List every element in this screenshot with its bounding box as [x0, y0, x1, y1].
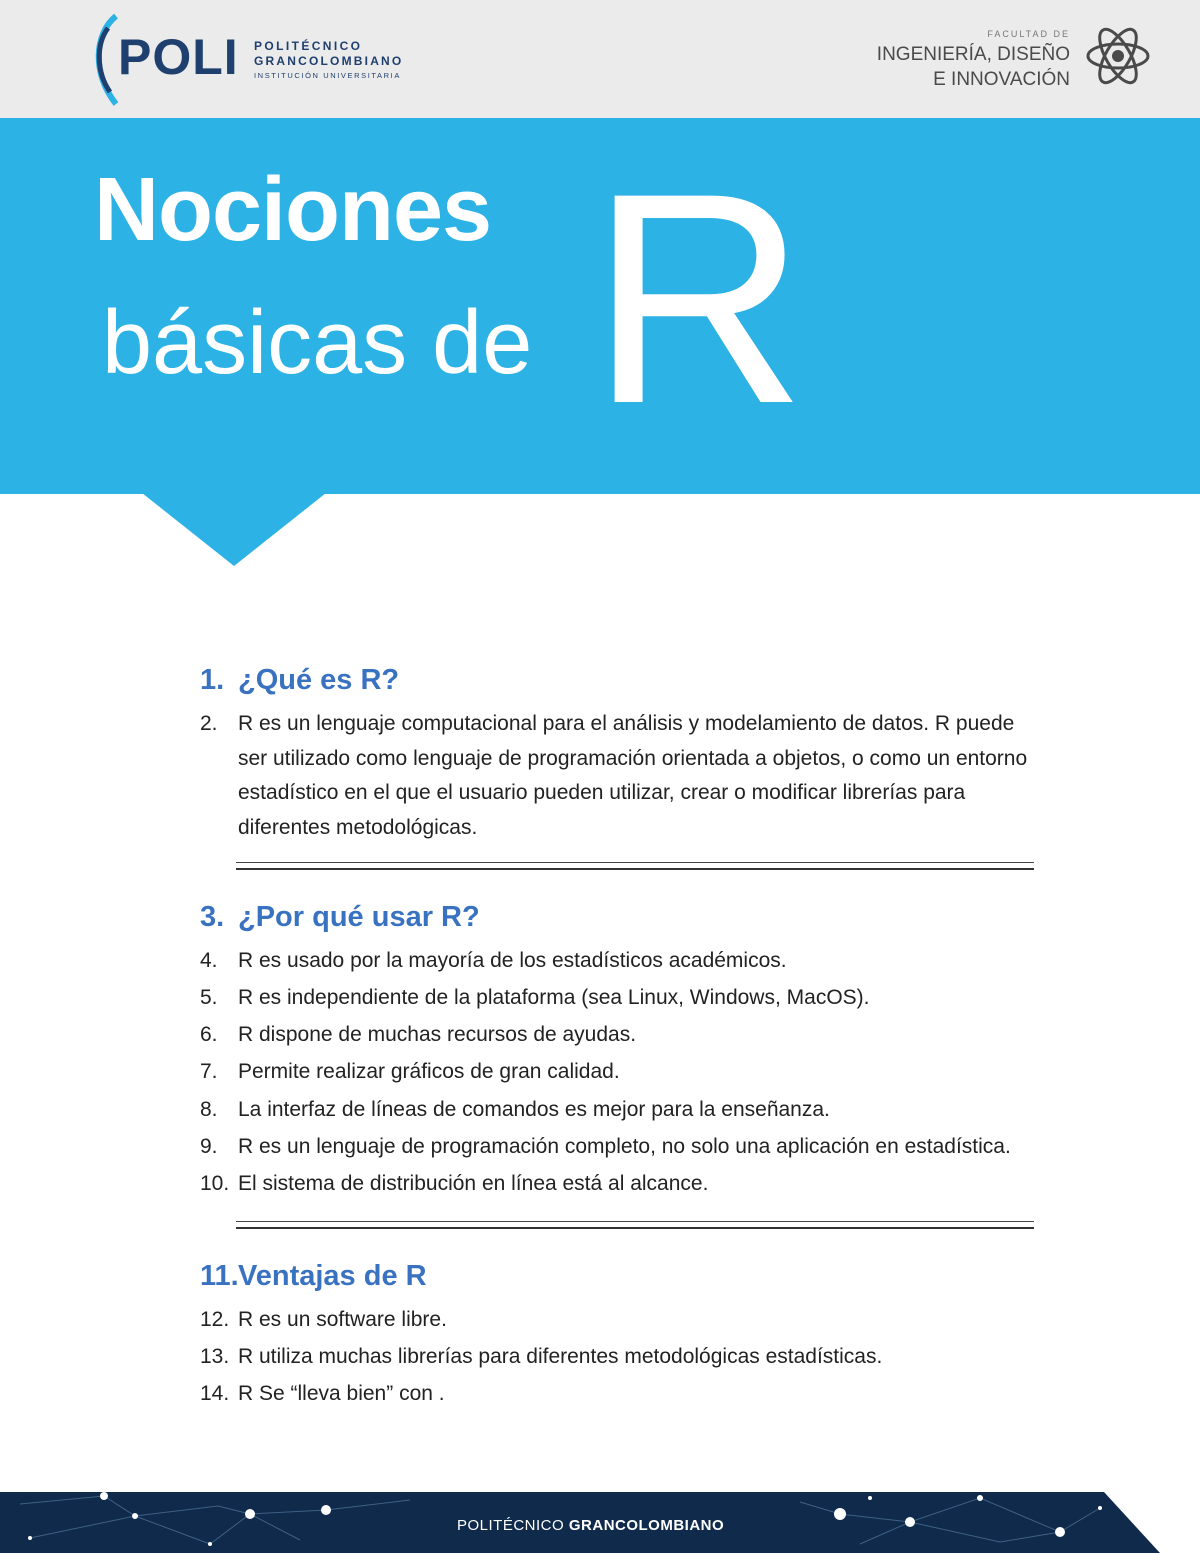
faculty-line-2: E INNOVACIÓN	[933, 69, 1070, 90]
footer-text-bold: GRANCOLOMBIANO	[568, 1517, 725, 1534]
logo-line-2: GRANCOLOMBIANO	[254, 54, 404, 68]
logo-line-3: INSTITUCIÓN UNIVERSITARIA	[254, 71, 401, 80]
item-number: 2.	[200, 712, 218, 735]
poli-logo-subtitle	[254, 40, 403, 80]
list-item	[200, 1167, 708, 1201]
item-text: R dispone de muchas recursos de ayudas.	[238, 1023, 637, 1046]
faculty-small-label: FACULTAD DE	[987, 29, 1070, 39]
item-number: 10.	[200, 1172, 230, 1195]
item-text: R es independiente de la plataforma (sea Linux, Windows, MacOS).	[238, 986, 870, 1009]
item-number: 4.	[200, 949, 218, 972]
paragraph-text: R es un lenguaje computacional para el análisis y modelamiento de datos. R puede ser utilizado como lenguaje de programación orientada a objetos, o como un entorno estadístico en el que el usuario pueden utilizar, crear o modificar librerías para diferentes metodológicas.	[238, 712, 1028, 839]
item-text: R utiliza muchas librerías para diferentes metodológicas estadísticas.	[238, 1345, 883, 1368]
title-line-2: básicas de	[102, 293, 533, 393]
divider-1	[236, 862, 1034, 870]
item-text: R es usado por la mayoría de los estadísticos académicos.	[238, 949, 787, 972]
header-bar	[0, 0, 1200, 118]
item-number: 14.	[200, 1382, 230, 1405]
item-text: R es un lenguaje de programación completo, no solo una aplicación en estadística.	[238, 1135, 1011, 1158]
atom-icon	[1084, 22, 1152, 90]
list-item	[200, 1055, 620, 1089]
footer-text-light: POLITÉCNICO	[457, 1517, 565, 1534]
faculty-label	[877, 30, 1070, 89]
item-number: 7.	[200, 1060, 218, 1083]
list-item	[200, 1093, 830, 1127]
divider-2	[236, 1221, 1034, 1229]
title-line-1: Nociones	[94, 160, 492, 260]
item-text: R Se “lleva bien” con .	[238, 1382, 445, 1405]
title-letter-r-text: R	[590, 130, 807, 466]
heading-text: ¿Por qué usar R?	[238, 901, 480, 933]
title-letter-r	[590, 130, 807, 466]
section-heading-advantages	[200, 1262, 427, 1291]
item-number: 13.	[200, 1345, 230, 1368]
faculty-line-1: INGENIERÍA, DISEÑO	[876, 44, 1070, 65]
list-item	[200, 1377, 445, 1411]
item-text: R es un software libre.	[238, 1308, 447, 1331]
heading-number: 3.	[200, 901, 225, 933]
item-number: 5.	[200, 986, 218, 1009]
item-text: Permite realizar gráficos de gran calidad.	[238, 1060, 620, 1083]
section-heading-why-use-r	[200, 903, 480, 932]
list-item	[200, 981, 870, 1015]
list-item	[200, 1018, 636, 1052]
list-item	[200, 1130, 1011, 1164]
heading-text: ¿Qué es R?	[238, 664, 400, 696]
item-number: 9.	[200, 1135, 218, 1158]
item-text: La interfaz de líneas de comandos es mejor para la enseñanza.	[238, 1098, 830, 1121]
list-item	[200, 1303, 447, 1337]
item-number: 12.	[200, 1308, 230, 1331]
item-number: 6.	[200, 1023, 218, 1046]
logo-line-1: POLITÉCNICO	[254, 39, 363, 53]
heading-text: Ventajas de R	[238, 1260, 427, 1292]
poli-logo-word: POLI	[118, 29, 239, 85]
heading-number: 11.	[200, 1260, 239, 1292]
hero-pointer	[142, 493, 326, 566]
item-number: 8.	[200, 1098, 218, 1121]
heading-number: 1.	[200, 664, 225, 696]
footer-brand-text	[457, 1518, 724, 1533]
list-item	[200, 944, 787, 978]
list-item	[200, 1340, 882, 1374]
section-heading-what-is-r	[200, 666, 399, 695]
item-text: El sistema de distribución en línea está al alcance.	[238, 1172, 709, 1195]
